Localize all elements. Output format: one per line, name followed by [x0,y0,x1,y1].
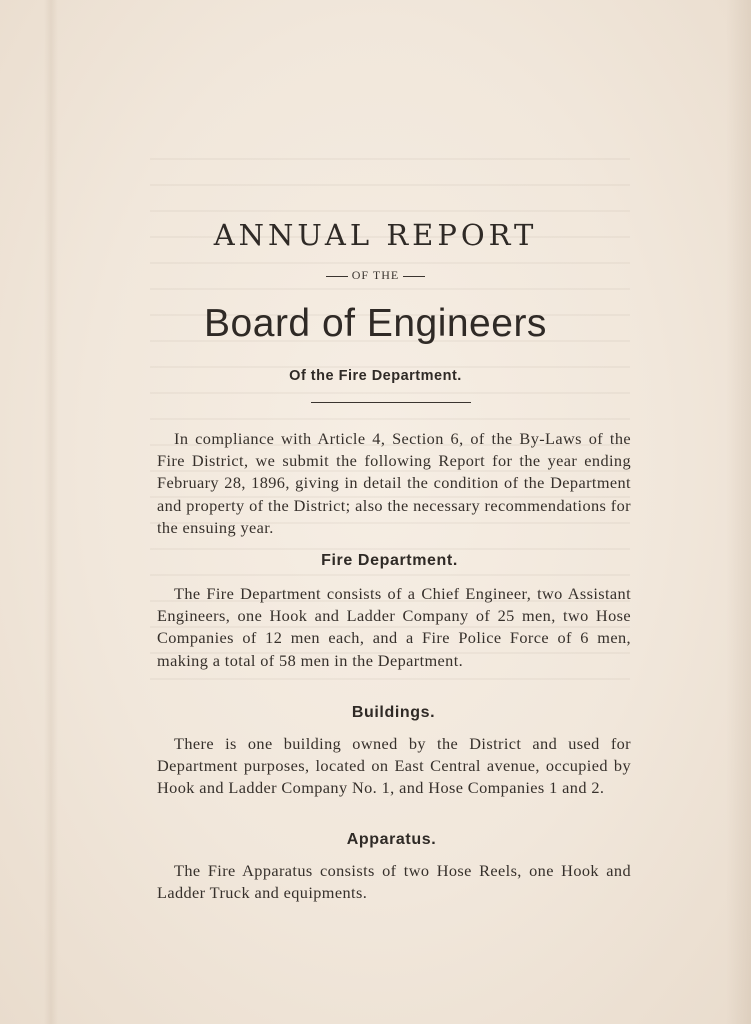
department-subtitle: Of the Fire Department. [289,368,462,384]
dash-left [326,276,348,277]
dash-right [403,276,425,277]
of-the-line [0,268,751,283]
section-text: The Fire Apparatus consists of two Hose Reels, one Hook and Ladder Truck and equipments. [157,861,631,903]
section-heading-apparatus: Apparatus. [346,831,437,848]
of-the-text: OF THE [351,268,400,282]
report-title: ANNUAL REPORT [213,218,538,252]
section-body-apparatus [157,860,631,904]
section-heading-buildings: Buildings. [351,704,436,721]
section-text: The Fire Department consists of a Chief Engineer, two Assistant Engineers, one Hook and Ladder Company of 25 men, two Hose Companies of 12 men each, and a Fire Police Force of 6 men, making a total of 58 men in the Department. [157,584,631,670]
section-body-buildings [157,733,631,800]
divider-rule [311,402,471,403]
section-text: There is one building owned by the District and used for Department purposes, located on East Central avenue, occupied by Hook and Ladder Company No. 1, and Hose Companies 1 and 2. [157,734,631,798]
board-title: Board of Engineers [204,302,547,345]
page-fold-right [726,0,751,1024]
section-body-fire-department [157,583,631,672]
intro-text: In compliance with Article 4, Section 6, of the By-Laws of the Fire District, we submit the following Report for the year ending February 28, 1896, giving in detail the condition of the Department and property of the District; also the necessary recommendations for the ensuing year. [157,429,631,537]
intro-paragraph [157,428,631,539]
section-heading-fire-department: Fire Department. [321,552,458,569]
page-fold-left [44,0,58,1024]
